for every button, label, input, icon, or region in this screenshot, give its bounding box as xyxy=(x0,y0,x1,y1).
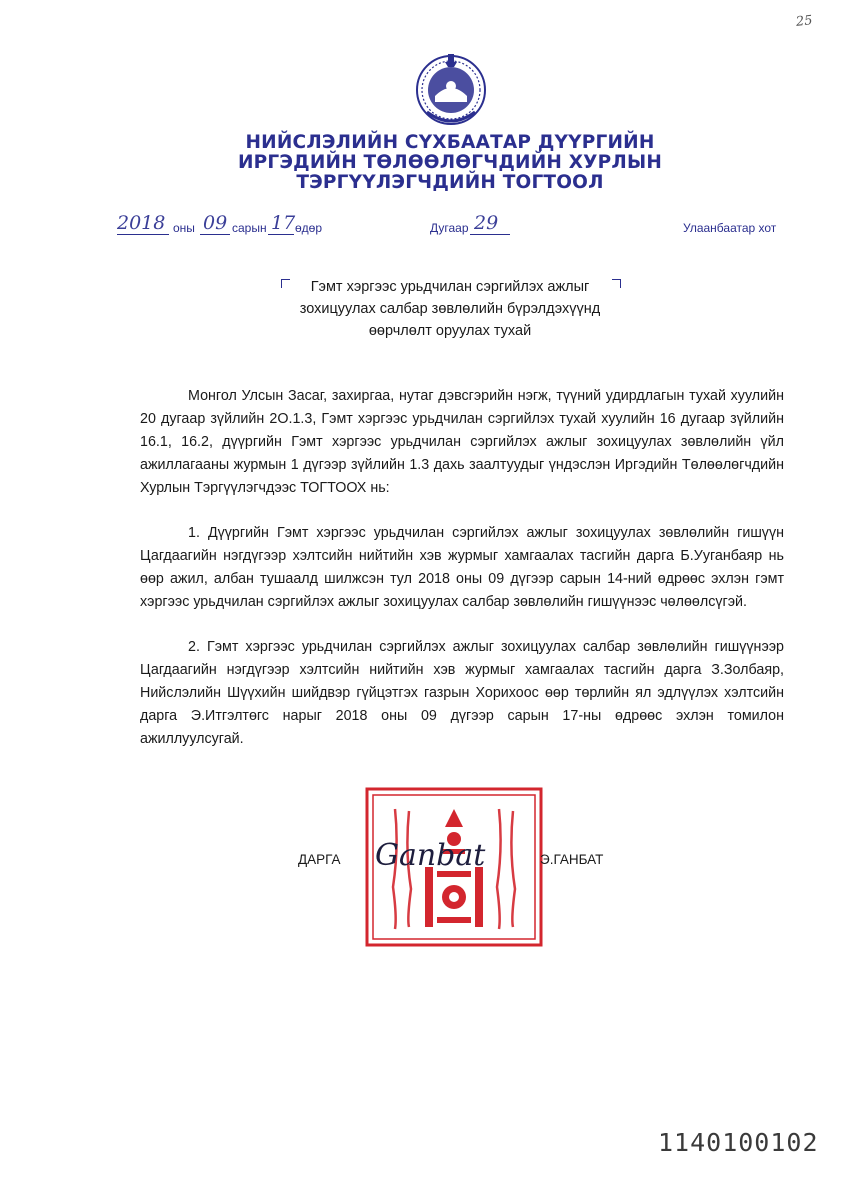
date-number-row xyxy=(0,212,850,242)
day-label: өдөр xyxy=(295,221,323,235)
mongolia-state-emblem-icon xyxy=(413,50,489,128)
resolution-item-2: 2. Гэмт хэргээс урьдчилан сэргийлэх ажлыг зохицуулах салбар зөвлөлийн гишүүнээр Цагдаагийн нэгдүгээр хэлтсийн нийтийн хэв журмыг хамгаалах тасгийн дарга З.Золбаяр, Нийслэлийн Шүүхийн шийдвэр гүйцэтгэх газрын Хорихоос өөр төрлийн ял эдлүүлэх хэлтсийн дарга Э.Итгэлтөгс нарыг 2018 оны 09 дүгээр сарын 17-ны өдрөөс эхлэн томилон ажиллуулсугай. xyxy=(140,639,784,747)
date-year: 2018 xyxy=(117,212,166,234)
title-line-1: НИЙСЛЭЛИЙН СҮХБААТАР ДҮҮРГИЙН xyxy=(245,132,655,153)
month-label: сарын xyxy=(232,221,267,235)
subject-line-2: зохицуулах салбар зөвлөлийн бүрэлдэхүүнд xyxy=(299,301,601,317)
date-day: 17 xyxy=(271,212,296,234)
date-month: 09 xyxy=(203,212,228,234)
document-title xyxy=(200,133,700,193)
handwritten-signature: Ganbat xyxy=(375,838,486,873)
year-label: оны xyxy=(173,221,195,235)
title-line-3: ТЭРГҮҮЛЭГЧДИЙН ТОГТООЛ xyxy=(296,172,604,193)
subject-heading xyxy=(270,276,630,342)
document-barcode-number: 1140100102 xyxy=(658,1128,819,1157)
resolution-item-1: 1. Дүүргийн Гэмт хэргээс урьдчилан сэргийлэх ажлыг зохицуулах зөвлөлийн гишүүн Цагдаагийн нэгдүгээр хэлтсийн нийтийн хэв журмыг хамгаалах тасгийн дарга Б.Ууганбаяр нь өөр ажил, албан тушаалд шилжсэн тул 2018 оны 09 дүгээр сарын 14-ний өдрөөс эхлэн гэмт хэргээс урьдчилан сэргийлэх ажлыг зохицуулах салбар зөвлөлийн гишүүнээс чөлөөлсүгэй. xyxy=(140,525,784,610)
title-line-2: ИРГЭДИЙН ТӨЛӨӨЛӨГЧДИЙН ХУРЛЫН xyxy=(237,152,663,173)
signatory-name: Э.ГАНБАТ xyxy=(540,852,604,867)
signatory-title: ДАРГА xyxy=(298,852,341,867)
number-label: Дугаар xyxy=(430,221,469,235)
page-number-mark: 25 xyxy=(795,13,814,30)
subject-line-1: Гэмт хэргээс урьдчилан сэргийлэх ажлыг xyxy=(310,279,590,295)
resolution-body xyxy=(140,385,784,773)
document-number: 29 xyxy=(474,212,499,234)
preamble-paragraph: Монгол Улсын Засаг, захиргаа, нутаг дэвсгэрийн нэгж, түүний удирдлагын тухай хуулийн 20 дугаар зүйлийн 2О.1.3, Гэмт хэргээс урьдчилан сэргийлэх тухай хуулийн 16 дугаар зүйлийн 16.1, 16.2, дүүргийн Гэмт хэргээс урьдчилан сэргийлэх ажлыг зохицуулах зөвлөлийн үйл ажиллагааны журмын 1 дүгээр зүйлийн 1.3 дахь заалтуудыг үндэслэн Иргэдийн Төлөөлөгчдийн Хурлын Тэргүүлэгчдээс ТОГТООХ нь: xyxy=(140,388,784,496)
city-label: Улаанбаатар хот xyxy=(683,221,777,235)
subject-line-3: өөрчлөлт оруулах тухай xyxy=(368,323,532,339)
